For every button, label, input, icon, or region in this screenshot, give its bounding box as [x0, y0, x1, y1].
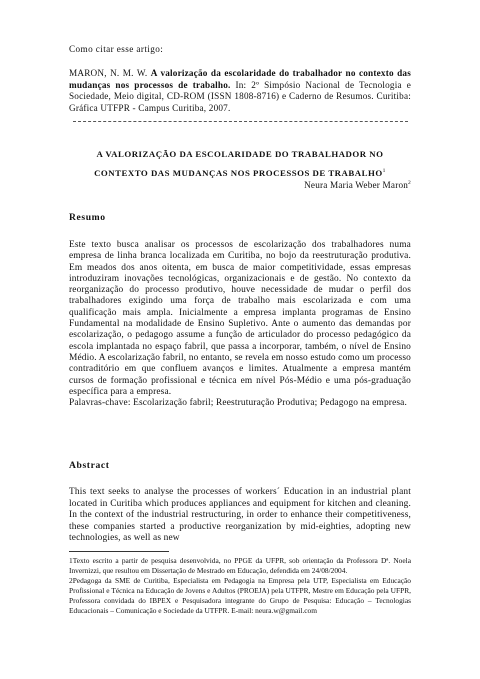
- citation-heading: Como citar esse artigo:: [69, 44, 164, 54]
- paper-title-line-1: A VALORIZAÇÃO DA ESCOLARIDADE DO TRABALHADOR NO: [96, 149, 384, 159]
- title-footnote-marker: 1: [382, 168, 386, 174]
- citation-reference: [69, 68, 411, 114]
- footnote-1: 1Texto escrito a partir de pesquisa desenvolvida, no PPGE da UFPR, sob orientação da Professora Dª. Noela Invernizzi, que resultou em Dissertação de Mestrado em Educação, defendida em 24/08/2004.: [69, 556, 411, 575]
- resumo-keywords: Palavras-chave: Escolarização fabril; Reestruturação Produtiva; Pedagogo na empresa.: [69, 398, 407, 409]
- paper-title-line-2: CONTEXTO DAS MUDANÇAS NOS PROCESSOS DE TRABALHO: [94, 167, 383, 178]
- paper-title: [60, 146, 420, 182]
- citation-title: A valorização da escolaridade do trabalhador no contexto das mudanças nos processos de trabalho.: [69, 68, 411, 90]
- author-footnote-marker: 2: [408, 180, 411, 186]
- footnotes: [69, 556, 411, 616]
- author-name: Neura Maria Weber Maron: [304, 180, 409, 191]
- footnote-2: 2Pedagoga da SME de Curitiba, Especialista em Pedagogia na Empresa pela UTP, Especialista em Educação Profissional e Técnica na Educação de Jovens e Adultos (PROEJA) pela UTFPR, Mestre em Educação pela UFPR, Professora convidada do IBPEX e Pesquisadora integrante do Grupo de Pesquisa: Educação – Tecnologias Educacionais – Comunicação e Sociedade da UTFPR. E-mail: neura.w@gmail.com: [69, 576, 411, 615]
- resumo-heading: Resumo: [69, 212, 106, 223]
- citation-author: MARON, N. M. W.: [69, 68, 148, 78]
- abstract-heading: Abstract: [69, 460, 110, 471]
- citation-details: In: 2º Simpósio Nacional de Tecnologia e Sociedade, Meio digital, CD-ROM (ISSN 1808-8716) e Caderno de Resumos. Curitiba: Gráfica UTFPR - Campus Curitiba, 2007.: [69, 79, 411, 113]
- resumo-section: [69, 240, 411, 409]
- resumo-body: Este texto busca analisar os processos de escolarização dos trabalhadores numa empresa de linha branca localizada em Curitiba, no bojo da reestruturação produtiva. Em meados dos anos oitenta, em busca de maior competitividade, essas empresas introduziram inovações tecnológicas, organizacionais e de gestão. No contexto da reorganização do processo produtivo, houve necessidade de mudar o perfil dos trabalhadores exigindo uma força de trabalho mais escolarizada e com uma qualificação mais ampla. Inicialmente a empresa implanta programas de Ensino Fundamental na modalidade de Ensino Supletivo. Ante o aumento das demandas por escolarização, o pedagogo assume a função de articulador do processo pedagógico da escola implantada no espaço fabril, que passa a incorporar, também, o nível de Ensino Médio. A escolarização fabril, no entanto, se revela em nosso estudo como um processo contraditório em que confluem avanços e limites. Atualmente a empresa mantém cursos de formação profissional e técnica em nível Pós-Médio e uma pós-graduação específica para a empresa.: [69, 240, 411, 397]
- footnote-separator: [69, 551, 169, 552]
- paper-author: [69, 180, 411, 190]
- dashed-separator: [73, 121, 408, 122]
- abstract-body: This text seeks to analyse the processes of workers´ Education in an industrial plant located in Curitiba which produces appliances and equipment for kitchen and cleaning. In the context of the industrial restructuring, in order to enhance their competitiveness, these companies started a productive reorganization by mid-eighties, adopting new technologies, as well as new: [69, 487, 411, 544]
